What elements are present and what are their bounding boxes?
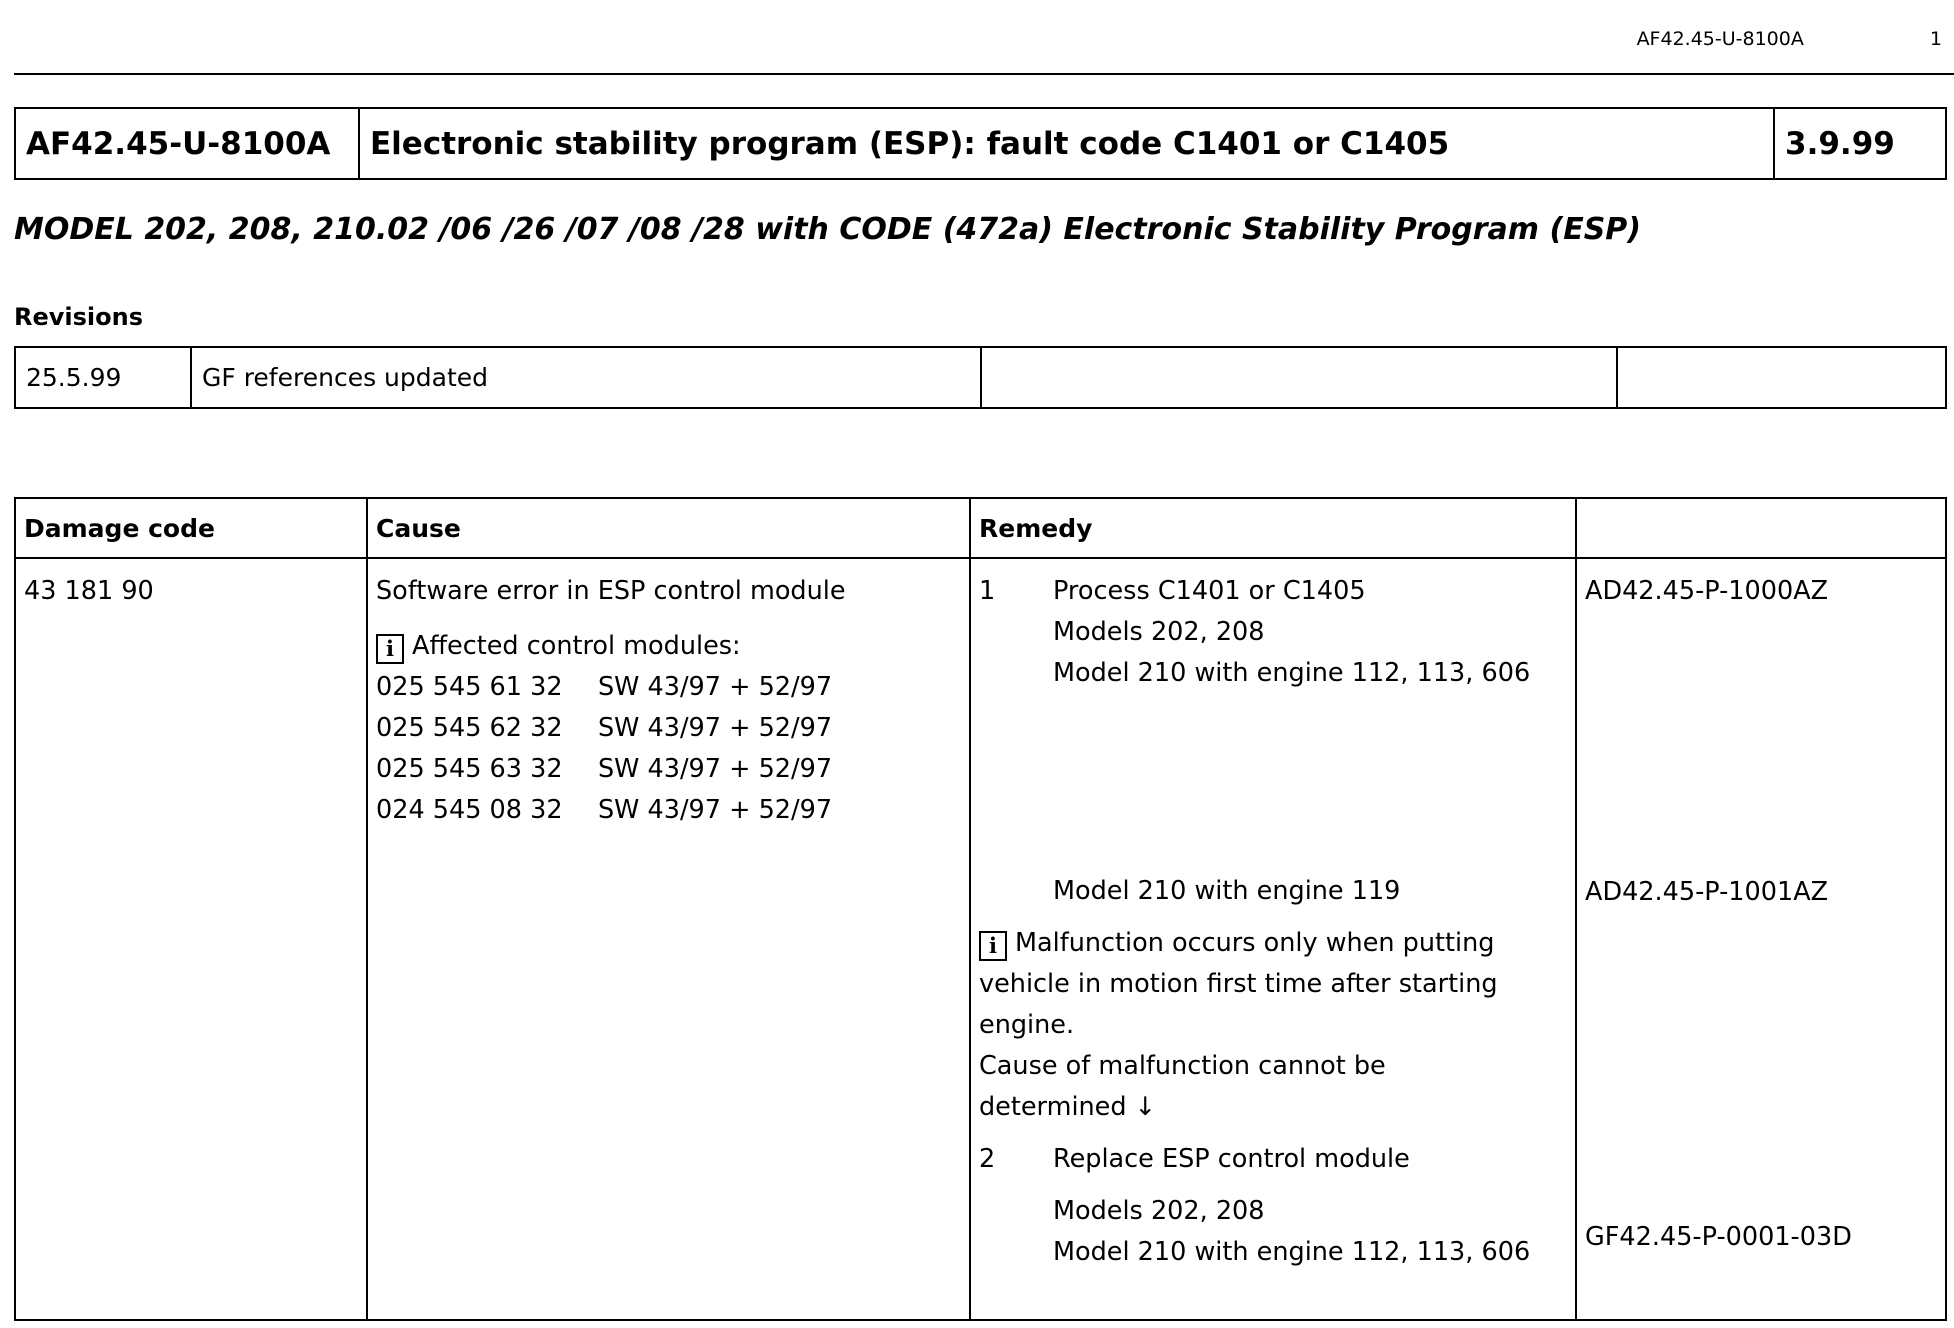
module-row: 025 545 63 32 SW 43/97 + 52/97 — [376, 754, 833, 784]
info-icon: i — [376, 634, 404, 664]
reference-cell — [1576, 558, 1946, 1320]
reference-3: GF42.45-P-0001-03D — [1585, 1222, 1852, 1252]
module-row: 025 545 62 32 SW 43/97 + 52/97 — [376, 713, 833, 743]
step1-title: Process C1401 or C1405 — [1053, 576, 1366, 606]
step2-models-b: Model 210 with engine 112, 113, 606 — [1053, 1237, 1531, 1267]
page-number: 1 — [1929, 28, 1942, 50]
module-row: 025 545 61 32 SW 43/97 + 52/97 — [376, 672, 833, 702]
damage-code: 43 181 90 — [15, 558, 367, 1320]
malfunction-note: i Malfunction occurs only when putting vehicle in motion first time after starting engine. Cause of malfunction cannot be determined ↓ — [979, 928, 1498, 1122]
cause-text: Software error in ESP control module — [376, 576, 846, 606]
revisions-label: Revisions — [14, 303, 143, 331]
cause-cell — [367, 558, 970, 1320]
table-row — [15, 558, 1946, 1320]
step1-models-b: Model 210 with engine 112, 113, 606 — [1053, 658, 1531, 688]
header-rule — [14, 73, 1954, 75]
affected-modules-label: Affected control modules: — [412, 631, 741, 661]
revision-text: GF references updated — [191, 347, 981, 408]
remedy-step-1: 1 Process C1401 or C1405 — [979, 571, 1567, 612]
info-icon: i — [979, 931, 1007, 961]
document-title: Electronic stability program (ESP): fault code C1401 or C1405 — [359, 108, 1774, 179]
step2-models-a: Models 202, 208 — [1053, 1196, 1265, 1226]
model-line: MODEL 202, 208, 210.02 /06 /26 /07 /08 /28 with CODE (472a) Electronic Stability Program (ESP) — [14, 212, 1642, 247]
document-date: 3.9.99 — [1774, 108, 1946, 179]
revision-date: 25.5.99 — [15, 347, 191, 408]
header-reference — [1576, 498, 1946, 558]
header-doc-id: AF42.45-U-8100A — [1636, 28, 1804, 50]
module-row: 024 545 08 32 SW 43/97 + 52/97 — [376, 795, 833, 825]
step1-models-c: Model 210 with engine 119 — [1053, 876, 1401, 906]
header-damage-code: Damage code — [15, 498, 367, 558]
remedy-cell — [970, 558, 1576, 1320]
page-header — [1637, 28, 1942, 50]
title-doc-id: AF42.45-U-8100A — [15, 108, 359, 179]
fault-table — [14, 497, 1947, 1321]
reference-2: AD42.45-P-1001AZ — [1585, 877, 1829, 907]
affected-modules-note — [376, 626, 961, 667]
revisions-table — [14, 346, 1947, 409]
header-cause: Cause — [367, 498, 970, 558]
remedy-step-2: 2 Replace ESP control module — [979, 1139, 1567, 1180]
step1-models-a: Models 202, 208 — [1053, 617, 1265, 647]
revision-col3 — [981, 347, 1617, 408]
title-table — [14, 107, 1947, 180]
reference-1: AD42.45-P-1000AZ — [1585, 576, 1829, 606]
header-remedy: Remedy — [970, 498, 1576, 558]
revision-col4 — [1617, 347, 1946, 408]
revision-row — [15, 347, 1946, 408]
table-header-row — [15, 498, 1946, 558]
step2-title: Replace ESP control module — [1053, 1144, 1410, 1174]
